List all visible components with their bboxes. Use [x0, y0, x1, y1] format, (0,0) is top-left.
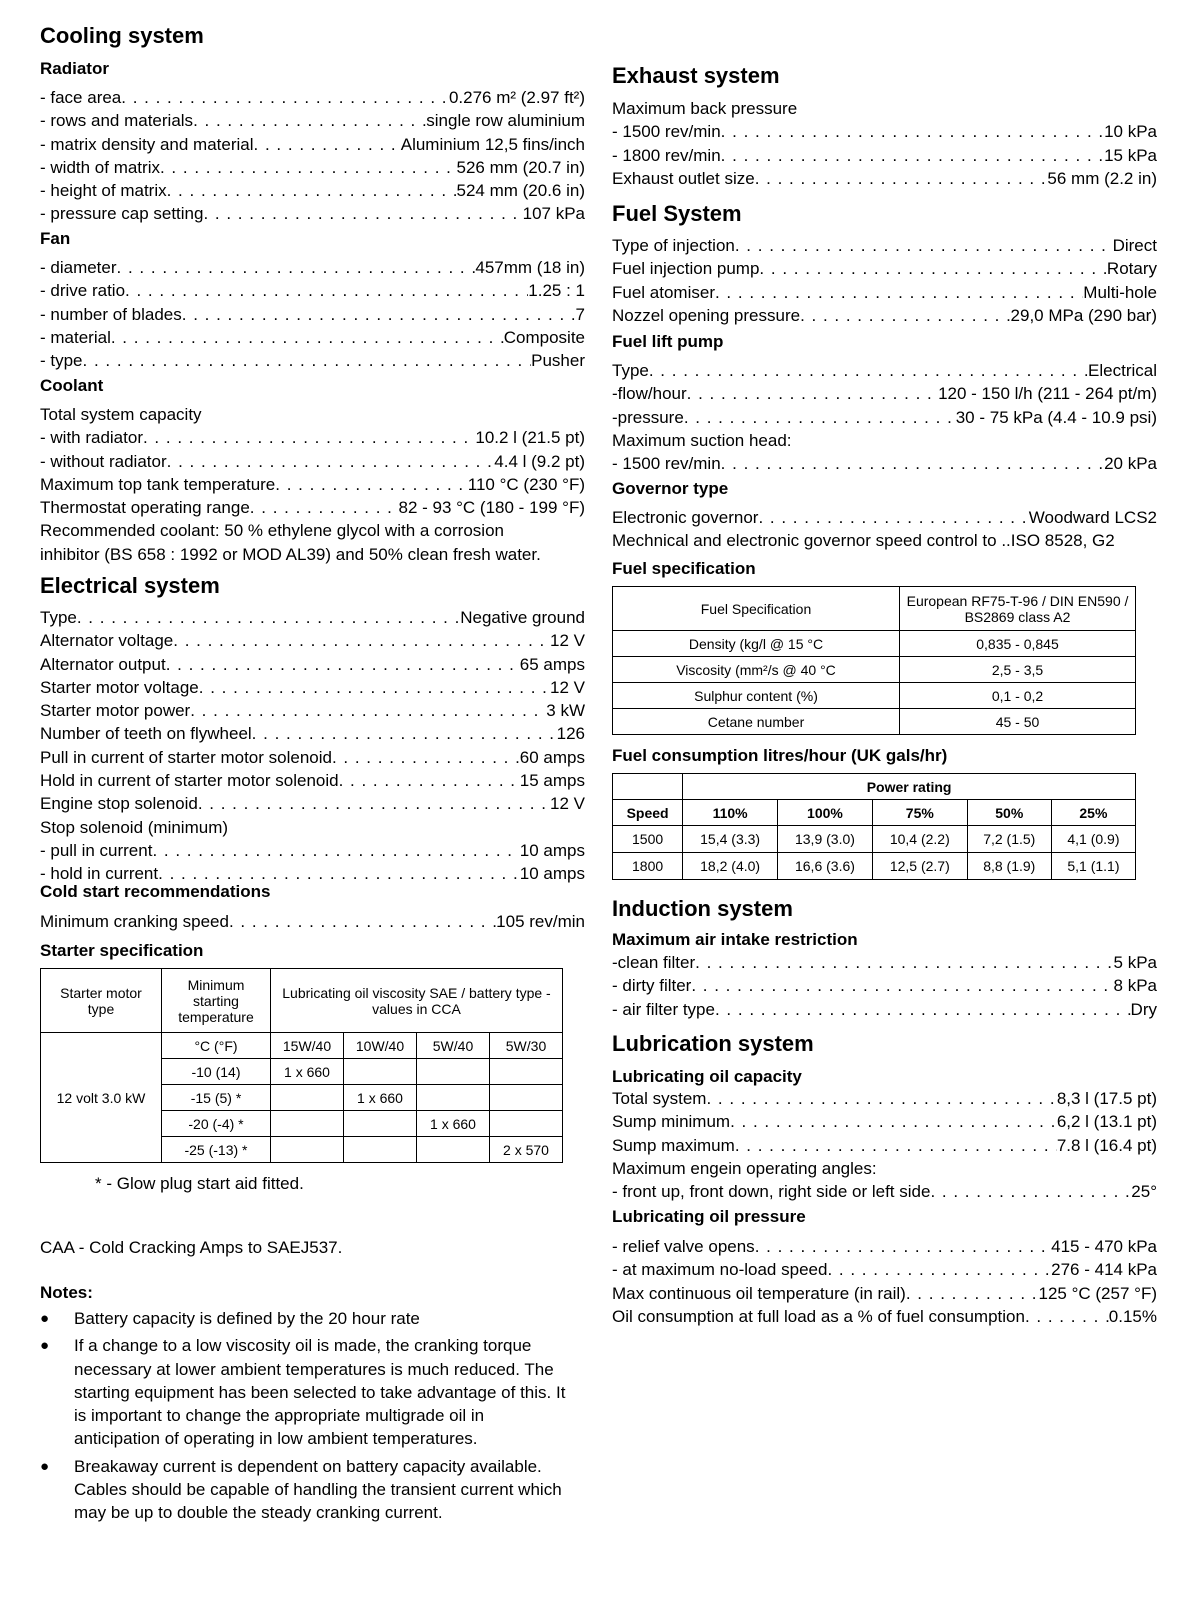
- table-header: Starter motor type: [41, 969, 162, 1033]
- exhaust-system-title: Exhaust system: [612, 63, 780, 88]
- spec-row: - material . . . Composite: [40, 326, 585, 349]
- coolant-recommendation: inhibitor (BS 658 : 1992 or MOD AL39) and 50% clean fresh water.: [40, 544, 541, 564]
- spec-row: - air filter type . . . Dry: [612, 998, 1157, 1021]
- lubrication-system-title: Lubrication system: [612, 1031, 814, 1056]
- spec-row: Max continuous oil temperature (in rail) . . . 125 °C (257 °F): [612, 1282, 1157, 1305]
- list-item: ● If a change to a low viscosity oil is made, the cranking torque necessary at lower ambient temperatures is much reduced. The starting equipment has been selected to take advantage of this. It is important to change the appropriate multigrade oil in anticipation of operating in low ambient temperatures.: [40, 1334, 570, 1450]
- table-row: 1500 15,4 (3.3) 13,9 (3.0) 10,4 (2.2) 7,2 (1.5) 4,1 (0.9): [613, 826, 1136, 853]
- spec-row: - drive ratio . . . 1.25 : 1: [40, 279, 585, 302]
- spec-row: Type . . . Negative ground: [40, 606, 585, 629]
- spec-row: Alternator voltage . . . 12 V: [40, 629, 585, 652]
- spec-row: - front up, front down, right side or left side . . . 25°: [612, 1180, 1157, 1203]
- spec-row: Starter motor voltage . . . 12 V: [40, 676, 585, 699]
- table-row: Sulphur content (%) 0,1 - 0,2: [613, 683, 1136, 709]
- spec-row: - diameter . . . 457mm (18 in): [40, 256, 585, 279]
- fuel-specs: [612, 234, 1157, 327]
- spec-row: - pull in current . . . 10 amps: [40, 839, 585, 862]
- spec-row: Sump minimum . . . 6,2 l (13.1 pt): [612, 1110, 1157, 1133]
- spec-row: -flow/hour . . . 120 - 150 l/h (211 - 264 pt/m): [612, 382, 1157, 405]
- spec-row: Alternator output . . . 65 amps: [40, 653, 585, 676]
- induction-system-title: Induction system: [612, 896, 793, 921]
- oil-pressure-specs: [612, 1235, 1157, 1328]
- spec-row: Oil consumption at full load as a % of fuel consumption . . . 0.15%: [612, 1305, 1157, 1328]
- starter-spec-title: Starter specification: [40, 941, 204, 960]
- table-row: Viscosity (mm²/s @ 40 °C 2,5 - 3,5: [613, 657, 1136, 683]
- table-header: European RF75-T-96 / DIN EN590 / BS2869 class A2: [900, 587, 1136, 631]
- bullet-icon: ●: [40, 1457, 50, 1475]
- total-capacity-label: Total system capacity: [40, 405, 202, 424]
- spec-row: Type . . . Electrical: [612, 359, 1157, 382]
- starter-motor-cell: 12 volt 3.0 kW: [41, 1033, 162, 1163]
- list-item: ● Breakaway current is dependent on battery capacity available. Cables should be capable of handling the transient current which may be up to double the steady cranking current.: [40, 1455, 570, 1525]
- oil-pressure-title: Lubricating oil pressure: [612, 1207, 806, 1226]
- spec-row: Maximum top tank temperature . . . 110 °C (230 °F): [40, 473, 585, 496]
- notes-list: [40, 1307, 570, 1525]
- fuel-spec-title: Fuel specification: [612, 559, 756, 578]
- governor-specs: [612, 506, 1157, 553]
- stop-solenoid-label: Stop solenoid (minimum): [40, 817, 229, 837]
- spec-row: Type of injection . . . Direct: [612, 234, 1157, 257]
- fuel-lift-pump-title: Fuel lift pump: [612, 332, 724, 351]
- suction-head-label: Maximum suction head:: [612, 430, 792, 450]
- exhaust-specs: [612, 97, 1157, 190]
- cooling-system-title: Cooling system: [40, 23, 204, 48]
- table-header: Power rating: [683, 774, 1136, 800]
- spec-row: Number of teeth on flywheel . . . 126: [40, 722, 585, 745]
- glow-plug-note: * - Glow plug start aid fitted.: [95, 1174, 304, 1193]
- electrical-specs: [40, 606, 585, 886]
- spec-row: Fuel injection pump . . . Rotary: [612, 257, 1157, 280]
- table-header: Fuel Specification: [613, 587, 900, 631]
- operating-angles-label: Maximum engein operating angles:: [612, 1158, 877, 1178]
- spec-row: Thermostat operating range . . . 82 - 93 °C (180 - 199 °F): [40, 496, 585, 519]
- spec-row: Exhaust outlet size . . . 56 mm (2.2 in): [612, 167, 1157, 190]
- coolant-recommendation: Recommended coolant: 50 % ethylene glycol with a corrosion: [40, 521, 504, 541]
- table-cell: 5W/40: [417, 1033, 490, 1059]
- spec-row: - at maximum no-load speed . . . 276 - 414 kPa: [612, 1258, 1157, 1281]
- bullet-icon: ●: [40, 1337, 50, 1355]
- table-row: -10 (14) 1 x 660: [41, 1059, 563, 1085]
- spec-row: - with radiator . . . 10.2 l (21.5 pt): [40, 426, 585, 449]
- coolant-specs: [40, 403, 585, 566]
- spec-row: Pull in current of starter motor solenoid . . . 60 amps: [40, 746, 585, 769]
- table-cell: °C (°F): [162, 1033, 271, 1059]
- coolant-title: Coolant: [40, 376, 104, 395]
- oil-capacity-specs: [612, 1087, 1157, 1203]
- table-row: -20 (-4) * 1 x 660: [41, 1111, 563, 1137]
- cold-start-title: Cold start recommendations: [40, 882, 271, 901]
- table-row: -15 (5) * 1 x 660: [41, 1085, 563, 1111]
- spec-row: - rows and materials . . . single row aluminium: [40, 109, 585, 132]
- air-intake-title: Maximum air intake restriction: [612, 930, 858, 949]
- spec-row: - face area . . . 0.276 m² (2.97 ft²): [40, 86, 585, 109]
- oil-capacity-title: Lubricating oil capacity: [612, 1067, 802, 1086]
- spec-row: - number of blades . . . 7: [40, 303, 585, 326]
- spec-row: Engine stop solenoid . . . 12 V: [40, 792, 585, 815]
- radiator-title: Radiator: [40, 59, 109, 78]
- induction-specs: [612, 951, 1157, 1021]
- table-cell: 5W/30: [490, 1033, 563, 1059]
- spec-row: - hold in current . . . 10 amps: [40, 862, 585, 885]
- fan-specs: [40, 256, 585, 372]
- spec-row: Minimum cranking speed . . . 105 rev/min: [40, 910, 585, 933]
- spec-row: Total system . . . 8,3 l (17.5 pt): [612, 1087, 1157, 1110]
- spec-row: Sump maximum . . . 7.8 l (16.4 pt): [612, 1134, 1157, 1157]
- table-row: Cetane number 45 - 50: [613, 709, 1136, 735]
- fuel-spec-table: [612, 586, 1136, 735]
- spec-row: Fuel atomiser . . . Multi-hole: [612, 281, 1157, 304]
- bullet-icon: ●: [40, 1310, 50, 1327]
- spec-row: -pressure . . . 30 - 75 kPa (4.4 - 10.9 psi): [612, 406, 1157, 429]
- spec-row: Nozzel opening pressure . . . 29,0 MPa (290 bar): [612, 304, 1157, 327]
- spec-row: - type . . . Pusher: [40, 349, 585, 372]
- spec-row: - width of matrix . . . 526 mm (20.7 in): [40, 156, 585, 179]
- spec-row: Hold in current of starter motor solenoid . . . 15 amps: [40, 769, 585, 792]
- spec-row: - dirty filter . . . 8 kPa: [612, 974, 1157, 997]
- spec-row: - height of matrix . . . 524 mm (20.6 in): [40, 179, 585, 202]
- table-cell: 15W/40: [271, 1033, 344, 1059]
- governor-title: Governor type: [612, 479, 729, 498]
- fuel-consumption-title: Fuel consumption litres/hour (UK gals/hr): [612, 746, 948, 765]
- table-row: -25 (-13) * 2 x 570: [41, 1137, 563, 1163]
- notes-title: Notes:: [40, 1283, 93, 1302]
- spec-row: - 1500 rev/min . . . 20 kPa: [612, 452, 1157, 475]
- radiator-specs: [40, 86, 585, 226]
- starter-spec-table: [40, 968, 563, 1163]
- spec-row: - relief valve opens . . . 415 - 470 kPa: [612, 1235, 1157, 1258]
- governor-control-line: Mechnical and electronic governor speed control to ..ISO 8528, G2: [612, 531, 1115, 551]
- table-cell: 10W/40: [344, 1033, 417, 1059]
- electrical-system-title: Electrical system: [40, 573, 220, 598]
- table-row: Density (kg/l @ 15 °C 0,835 - 0,845: [613, 631, 1136, 657]
- back-pressure-label: Maximum back pressure: [612, 99, 798, 118]
- spec-row: Starter motor power . . . 3 kW: [40, 699, 585, 722]
- spec-row: - matrix density and material . . . Aluminium 12,5 fins/inch: [40, 133, 585, 156]
- caa-note: CAA - Cold Cracking Amps to SAEJ537.: [40, 1238, 343, 1257]
- spec-row: - 1800 rev/min . . . 15 kPa: [612, 144, 1157, 167]
- fuel-consumption-table: [612, 773, 1136, 880]
- fuel-lift-specs: [612, 359, 1157, 475]
- list-item: ● Battery capacity is defined by the 20 hour rate: [40, 1307, 570, 1330]
- table-header-row: Speed 110% 100% 75% 50% 25%: [613, 800, 1136, 826]
- spec-row: - pressure cap setting . . . 107 kPa: [40, 202, 585, 225]
- fuel-system-title: Fuel System: [612, 201, 742, 226]
- fan-title: Fan: [40, 229, 71, 248]
- spec-row: - without radiator . . . 4.4 l (9.2 pt): [40, 450, 585, 473]
- table-header: Lubricating oil viscosity SAE / battery type - values in CCA: [271, 969, 563, 1033]
- table-row: 1800 18,2 (4.0) 16,6 (3.6) 12,5 (2.7) 8,8 (1.9) 5,1 (1.1): [613, 853, 1136, 880]
- spec-row: -clean filter . . . 5 kPa: [612, 951, 1157, 974]
- spec-row: - 1500 rev/min . . . 10 kPa: [612, 120, 1157, 143]
- table-header: Minimum starting temperature: [162, 969, 271, 1033]
- spec-row: Electronic governor . . . Woodward LCS2: [612, 506, 1157, 529]
